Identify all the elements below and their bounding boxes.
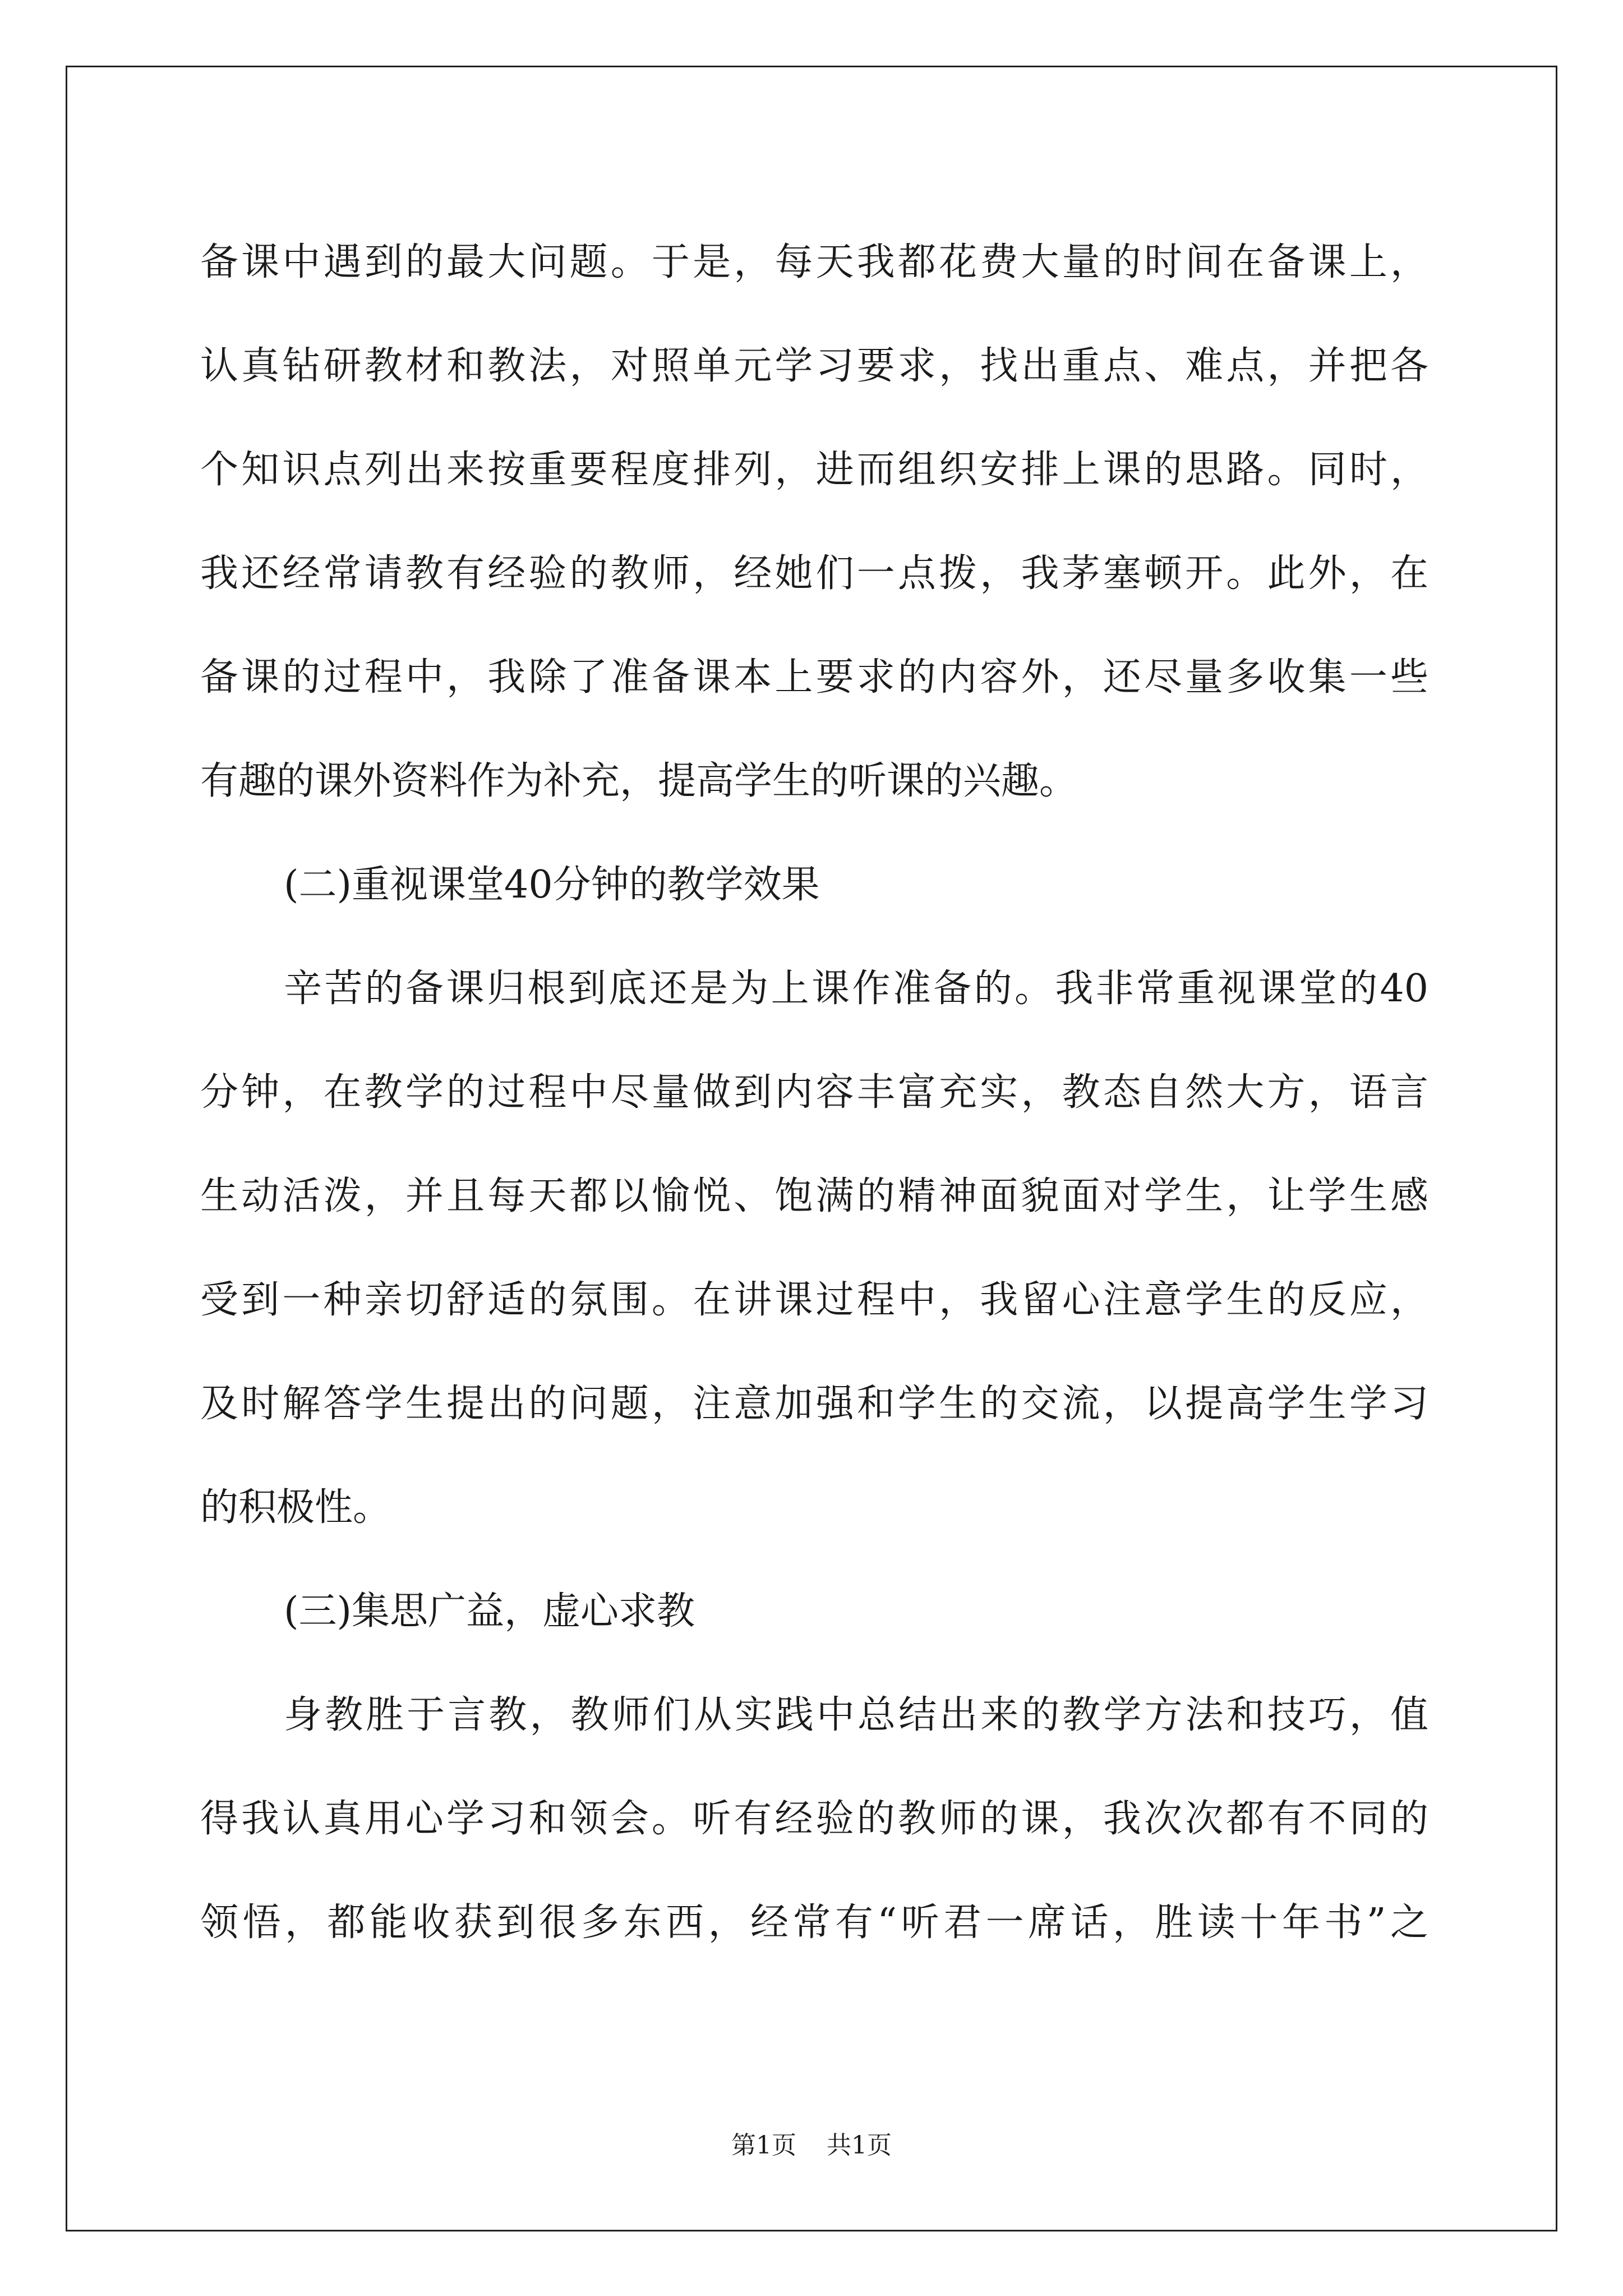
paragraph-line: 领悟，都能收获到很多东西，经常有“听君一席话，胜读十年书”之 — [200, 1901, 1428, 1945]
paragraph-line: 受到一种亲切舒适的氛围。在讲课过程中，我留心注意学生的反应， — [200, 1278, 1428, 1322]
page-footer — [0, 2129, 1623, 2162]
paragraph-line: 有趣的课外资料作为补充，提高学生的听课的兴趣。 — [200, 759, 1078, 803]
paragraph-line: 备课的过程中，我除了准备课本上要求的内容外，还尽量多收集一些 — [200, 655, 1428, 700]
paragraph-line: 个知识点列出来按重要程度排列，进而组织安排上课的思路。同时， — [200, 448, 1428, 492]
paragraph-line: 辛苦的备课归根到底还是为上课作准备的。我非常重视课堂的40 — [284, 967, 1428, 1011]
paragraph-line: 生动活泼，并且每天都以愉悦、饱满的精神面貌面对学生，让学生感 — [200, 1174, 1428, 1218]
section-heading: (二)重视课堂40分钟的教学效果 — [284, 863, 820, 907]
paragraph-line: 的积极性。 — [200, 1485, 391, 1530]
paragraph-line: 备课中遇到的最大问题。于是，每天我都花费大量的时间在备课上， — [200, 240, 1428, 284]
section-heading: (三)集思广益，虚心求教 — [284, 1589, 695, 1634]
document-body — [200, 210, 1428, 1975]
paragraph-line: 分钟，在教学的过程中尽量做到内容丰富充实，教态自然大方，语言 — [200, 1070, 1428, 1115]
page-total: 共1页 — [827, 2131, 892, 2160]
paragraph-line: 我还经常请教有经验的教师，经她们一点拨，我茅塞顿开。此外，在 — [200, 551, 1428, 596]
paragraph-line: 认真钻研教材和教法，对照单元学习要求，找出重点、难点，并把各 — [200, 344, 1428, 388]
paragraph-line: 得我认真用心学习和领会。听有经验的教师的课，我次次都有不同的 — [200, 1797, 1428, 1841]
page-number: 第1页 — [731, 2131, 796, 2160]
paragraph-line: 及时解答学生提出的问题，注意加强和学生的交流，以提高学生学习 — [200, 1382, 1428, 1426]
paragraph-line: 身教胜于言教，教师们从实践中总结出来的教学方法和技巧，值 — [284, 1693, 1428, 1737]
